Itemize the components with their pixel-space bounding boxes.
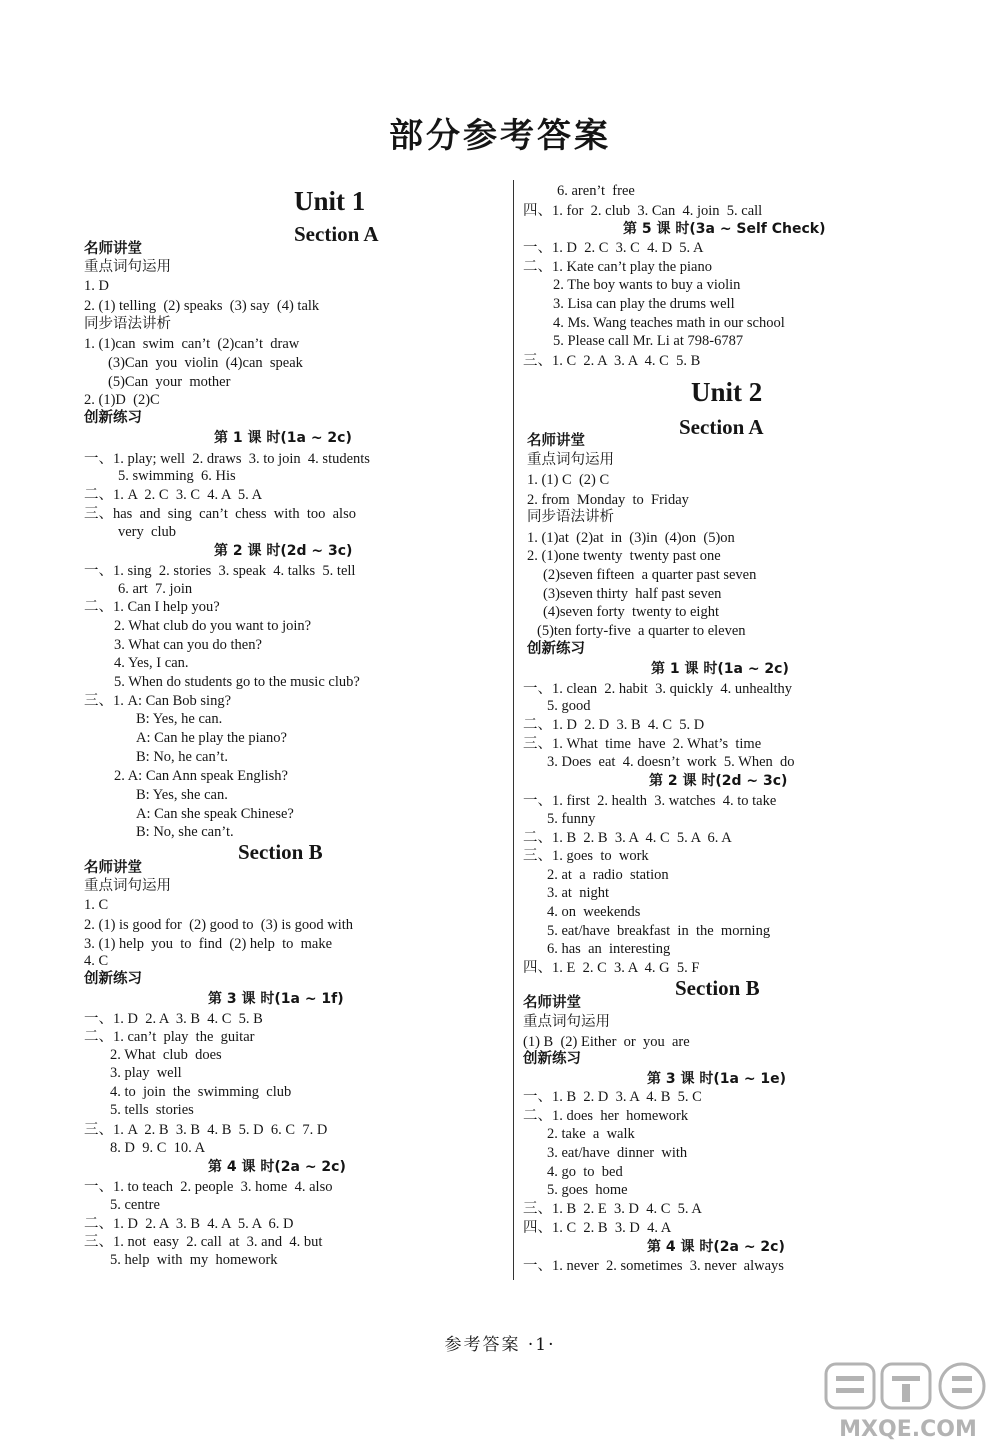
answer-line: (1) B (2) Either or you are [523, 1034, 690, 1050]
answer-line: 二、1. does her homework [523, 1108, 689, 1124]
answer-line: 5. goes home [547, 1182, 628, 1198]
answer-line: A: Can he play the piano? [136, 730, 287, 746]
lesson-heading: 第 4 课 时(2a ~ 2c) [647, 1239, 785, 1255]
answer-line: 3. play well [110, 1065, 182, 1081]
category-heading: 创新练习 [84, 410, 142, 426]
answer-line: 4. Yes, I can. [114, 655, 189, 671]
subcategory-heading: 重点词句运用 [84, 259, 171, 275]
answer-line: A: Can she speak Chinese? [136, 806, 294, 822]
lesson-heading: 第 3 课 时(1a ~ 1f) [208, 991, 344, 1007]
answer-line: 1. C [84, 897, 109, 913]
category-heading: 名师讲堂 [523, 995, 581, 1011]
answer-line: B: Yes, he can. [136, 711, 223, 727]
category-heading: 创新练习 [523, 1051, 581, 1067]
answer-line: B: No, he can’t. [136, 749, 228, 765]
subcategory-heading: 重点词句运用 [523, 1014, 610, 1030]
unit-heading: Unit 2 [691, 377, 763, 407]
column-divider [513, 180, 514, 1280]
answer-line: (4)seven forty twenty to eight [543, 604, 719, 620]
answer-line: 三、has and sing can’t chess with too also [84, 506, 356, 522]
answer-line: 3. at night [547, 885, 610, 901]
answer-line: 一、1. D 2. C 3. C 4. D 5. A [523, 240, 704, 256]
answer-line: 8. D 9. C 10. A [110, 1140, 206, 1156]
answer-line: B: Yes, she can. [136, 787, 228, 803]
lesson-heading: 第 2 课 时(2d ~ 3c) [214, 543, 353, 559]
answer-line: (5)ten forty-five a quarter to eleven [537, 623, 746, 639]
answer-line: 二、1. B 2. B 3. A 4. C 5. A 6. A [523, 830, 732, 846]
answer-line: 四、1. E 2. C 3. A 4. G 5. F [523, 960, 700, 976]
section-heading: Section B [238, 840, 323, 864]
answer-line: 2. The boy wants to buy a violin [553, 277, 741, 293]
answer-line: 6. art 7. join [118, 581, 193, 597]
answer-line: 四、1. for 2. club 3. Can 4. join 5. call [523, 203, 763, 219]
category-heading: 名师讲堂 [527, 433, 585, 449]
answer-line: 二、1. D 2. D 3. B 4. C 5. D [523, 717, 705, 733]
section-heading: Section B [675, 976, 760, 1000]
answer-line: 2. (1)one twenty twenty past one [527, 548, 721, 564]
answer-line: 3. (1) help you to find (2) help to make [84, 936, 333, 952]
section-heading: Section A [294, 222, 379, 246]
answer-line: 2. take a walk [547, 1126, 635, 1142]
subcategory-heading: 同步语法讲析 [527, 509, 614, 525]
answer-line: very club [118, 524, 176, 540]
lesson-heading: 第 1 课 时(1a ~ 2c) [214, 430, 352, 446]
answer-line: 三、1. B 2. E 3. D 4. C 5. A [523, 1201, 702, 1217]
answer-line: 三、1. goes to work [523, 848, 649, 864]
answer-line: 三、1. A: Can Bob sing? [84, 693, 232, 709]
answer-line: 三、1. A 2. B 3. B 4. B 5. D 6. C 7. D [84, 1122, 328, 1138]
answer-line: 5. good [547, 698, 591, 714]
answer-line: 2. (1) telling (2) speaks (3) say (4) talk [84, 298, 320, 314]
answer-line: 三、1. C 2. A 3. A 4. C 5. B [523, 353, 701, 369]
page-footer: 参考答案 ·1· [444, 1335, 556, 1355]
answer-line: 3. eat/have dinner with [547, 1145, 688, 1161]
answer-line: 3. Lisa can play the drums well [553, 296, 735, 312]
lesson-heading: 第 3 课 时(1a ~ 1e) [647, 1071, 787, 1087]
answer-line: 2. A: Can Ann speak English? [114, 768, 288, 784]
watermark-logo [822, 1360, 992, 1444]
answer-line: 一、1. play; well 2. draws 3. to join 4. students [84, 451, 370, 467]
answer-line: 5. Please call Mr. Li at 798-6787 [553, 333, 744, 349]
subcategory-heading: 重点词句运用 [84, 878, 171, 894]
answer-line: 1. (1)at (2)at in (3)in (4)on (5)on [527, 530, 735, 546]
answer-line: 2. (1) is good for (2) good to (3) is good with [84, 917, 354, 933]
answer-line: 5. swimming 6. His [118, 468, 236, 484]
answer-line: (5)Can your mother [108, 374, 231, 390]
lesson-heading: 第 4 课 时(2a ~ 2c) [208, 1159, 346, 1175]
category-heading: 创新练习 [527, 641, 585, 657]
answer-line: 5. When do students go to the music club? [114, 674, 360, 690]
answer-line: 4. go to bed [547, 1164, 623, 1180]
answer-line: 4. Ms. Wang teaches math in our school [553, 315, 785, 331]
answer-line: 一、1. to teach 2. people 3. home 4. also [84, 1179, 333, 1195]
answer-line: 二、1. D 2. A 3. B 4. A 5. A 6. D [84, 1216, 294, 1232]
answer-line: 6. has an interesting [547, 941, 671, 957]
subcategory-heading: 同步语法讲析 [84, 316, 171, 332]
lesson-heading: 第 5 课 时(3a ~ Self Check) [623, 221, 826, 237]
answer-line: 二、1. can’t play the guitar [84, 1029, 255, 1045]
answer-line: 5. tells stories [110, 1102, 194, 1118]
answer-line: 一、1. sing 2. stories 3. speak 4. talks 5. tell [84, 563, 356, 579]
answer-line: 一、1. clean 2. habit 3. quickly 4. unhealthy [523, 681, 793, 697]
answer-line: 二、1. Can I help you? [84, 599, 220, 615]
answer-line: 3. What can you do then? [114, 637, 262, 653]
answer-line: 1. (1)can swim can’t (2)can’t draw [84, 336, 300, 352]
answer-line: 4. on weekends [547, 904, 641, 920]
answer-line: 一、1. never 2. sometimes 3. never always [523, 1258, 784, 1274]
lesson-heading: 第 1 课 时(1a ~ 2c) [651, 661, 789, 677]
lesson-heading: 第 2 课 时(2d ~ 3c) [649, 773, 788, 789]
answer-line: 一、1. B 2. D 3. A 4. B 5. C [523, 1089, 702, 1105]
section-heading: Section A [679, 415, 764, 439]
answer-line: 2. (1)D (2)C [84, 392, 160, 408]
unit-heading: Unit 1 [294, 186, 366, 216]
answer-line: (3)Can you violin (4)can speak [108, 355, 303, 371]
answer-line: 二、1. Kate can’t play the piano [523, 259, 712, 275]
subcategory-heading: 重点词句运用 [527, 452, 614, 468]
category-heading: 名师讲堂 [84, 241, 142, 257]
answer-line: 二、1. A 2. C 3. C 4. A 5. A [84, 487, 263, 503]
answer-line: 5. help with my homework [110, 1252, 278, 1268]
answer-line: 6. aren’t free [557, 183, 635, 199]
page-title: 部分参考答案 [389, 116, 611, 156]
answer-line: 2. What club does [110, 1047, 222, 1063]
answer-line: 2. from Monday to Friday [527, 492, 689, 508]
answer-line: (3)seven thirty half past seven [543, 586, 722, 602]
answer-line: 1. (1) C (2) C [527, 472, 610, 488]
answer-line: (2)seven fifteen a quarter past seven [543, 567, 757, 583]
answer-line: 三、1. not easy 2. call at 3. and 4. but [84, 1234, 323, 1250]
answer-line: 5. eat/have breakfast in the morning [547, 923, 771, 939]
answer-line: 四、1. C 2. B 3. D 4. A [523, 1220, 672, 1236]
answer-line: B: No, she can’t. [136, 824, 234, 840]
answer-line: 5. centre [110, 1197, 160, 1213]
answer-line: 2. What club do you want to join? [114, 618, 312, 634]
answer-line: 4. to join the swimming club [110, 1084, 292, 1100]
answer-line: 5. funny [547, 811, 596, 827]
category-heading: 创新练习 [84, 971, 142, 987]
watermark-url: MXQE.COM [839, 1417, 977, 1442]
answer-line: 一、1. D 2. A 3. B 4. C 5. B [84, 1011, 263, 1027]
category-heading: 名师讲堂 [84, 860, 142, 876]
answer-line: 3. Does eat 4. doesn’t work 5. When do [547, 754, 795, 770]
answer-line: 三、1. What time have 2. What’s time [523, 736, 762, 752]
answer-line: 一、1. first 2. health 3. watches 4. to take [523, 793, 777, 809]
answer-line: 4. C [84, 953, 109, 969]
answer-line: 2. at a radio station [547, 867, 669, 883]
answer-line: 1. D [84, 278, 109, 294]
